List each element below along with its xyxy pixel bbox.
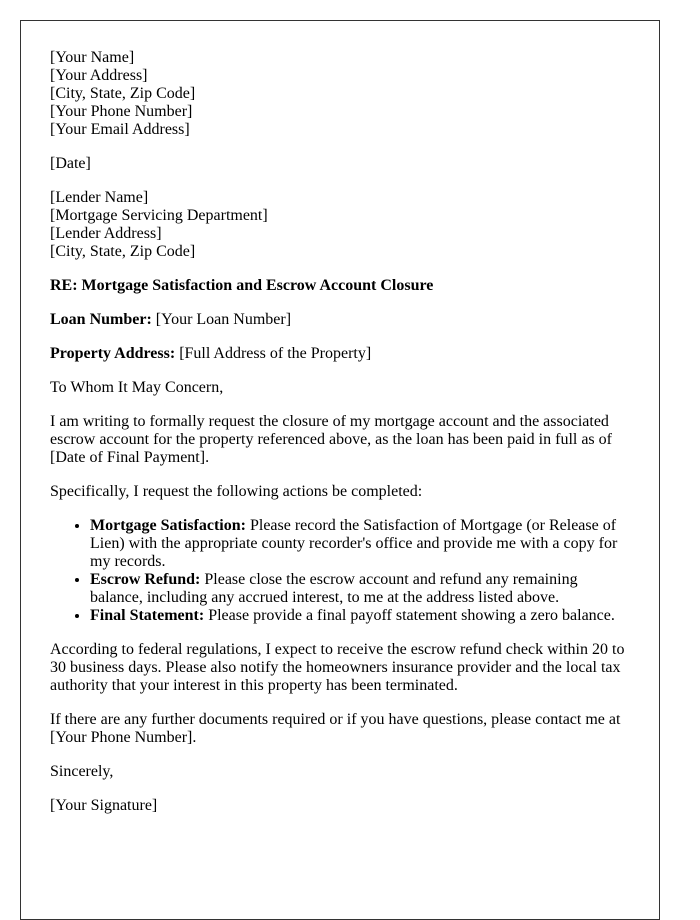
action-text: Please provide a final payoff statement showing a zero balance.: [204, 607, 615, 624]
property-address-label: Property Address:: [50, 345, 176, 362]
loan-number-label: Loan Number:: [50, 311, 152, 328]
sender-block: [50, 49, 630, 139]
loan-number-line: [50, 311, 630, 329]
sender-email: [Your Email Address]: [50, 121, 190, 138]
property-address-line: [50, 345, 630, 363]
list-item: [90, 607, 630, 625]
recipient-block: [50, 189, 630, 261]
list-item: [90, 517, 630, 571]
action-text: Please record the Satisfaction of Mortgage (or Release of Lien) with the appropriate county recorder's office and provide me with a copy for my records.: [90, 517, 618, 570]
salutation: To Whom It May Concern,: [50, 379, 224, 396]
letter-page: [20, 20, 660, 920]
sender-phone: [Your Phone Number]: [50, 103, 193, 120]
sender-address: [Your Address]: [50, 67, 148, 84]
recipient-department: [Mortgage Servicing Department]: [50, 207, 268, 224]
recipient-address: [Lender Address]: [50, 225, 162, 242]
letter-date: [Date]: [50, 155, 91, 172]
closing: Sincerely,: [50, 763, 114, 780]
subject-line: [50, 277, 630, 295]
list-item: [90, 571, 630, 607]
action-label: Escrow Refund:: [90, 571, 201, 588]
action-label: Mortgage Satisfaction:: [90, 517, 246, 534]
actions-list: [50, 517, 630, 625]
recipient-city-state-zip: [City, State, Zip Code]: [50, 243, 196, 260]
recipient-name: [Lender Name]: [50, 189, 149, 206]
action-label: Final Statement:: [90, 607, 205, 624]
intro-paragraph: I am writing to formally request the closure of my mortgage account and the associated escrow account for the property referenced above, as the loan has been paid in full as of [Date of Final Payment].: [50, 413, 612, 466]
signature: [Your Signature]: [50, 797, 158, 814]
request-lead-paragraph: Specifically, I request the following actions be completed:: [50, 483, 423, 500]
sender-name: [Your Name]: [50, 49, 135, 66]
loan-number-value: [Your Loan Number]: [151, 311, 292, 328]
sender-city-state-zip: [City, State, Zip Code]: [50, 85, 196, 102]
action-text: Please close the escrow account and refund any remaining balance, including any accrued interest, to me at the address listed above.: [90, 571, 578, 606]
regulations-paragraph: According to federal regulations, I expect to receive the escrow refund check within 20 to 30 business days. Please also notify the homeowners insurance provider and the local tax authority that your interest in this property has been terminated.: [50, 641, 625, 694]
subject-text: RE: Mortgage Satisfaction and Escrow Account Closure: [50, 277, 434, 294]
contact-paragraph: If there are any further documents required or if you have questions, please contact me at [Your Phone Number].: [50, 711, 621, 746]
property-address-value: [Full Address of the Property]: [175, 345, 372, 362]
